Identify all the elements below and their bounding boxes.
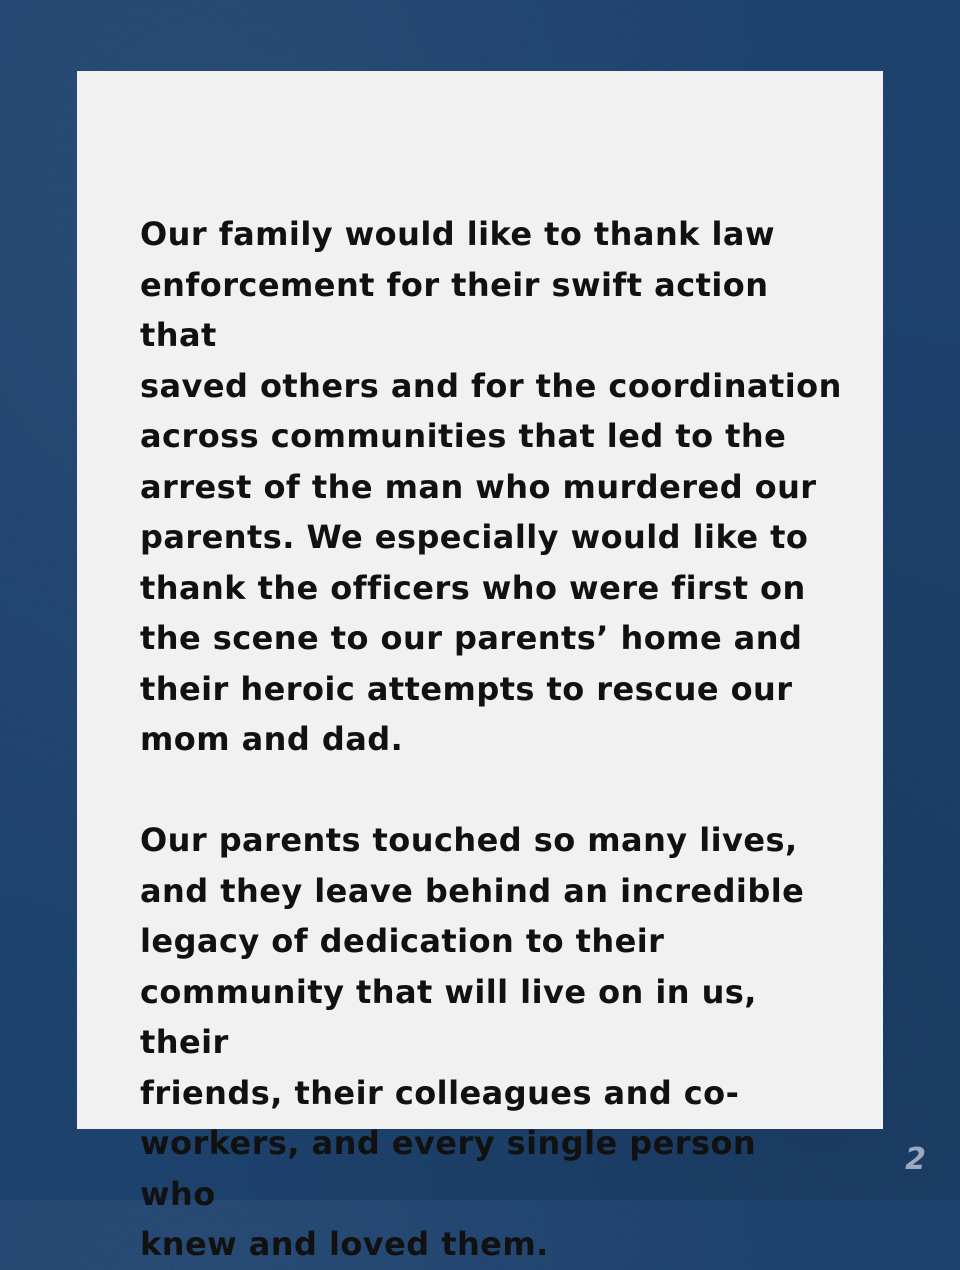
page-number: 2 [905, 1142, 926, 1177]
statement-paragraph-1: Our family would like to thank law enforcement for their swift action that saved others and for the coordination across communities that led to the arrest of the man who murdered our parents. We especially would like to thank the officers who were first on the scene to our parents’ home and their heroic attempts to rescue our mom and dad. [140, 215, 842, 758]
statement-card [77, 71, 883, 1263]
statement-paragraph-2: Our parents touched so many lives, and they leave behind an incredible legacy of dedication to their community that will live on in us, their friends, their colleagues and co- workers, and every single person who knew and loved them. [140, 821, 805, 1263]
